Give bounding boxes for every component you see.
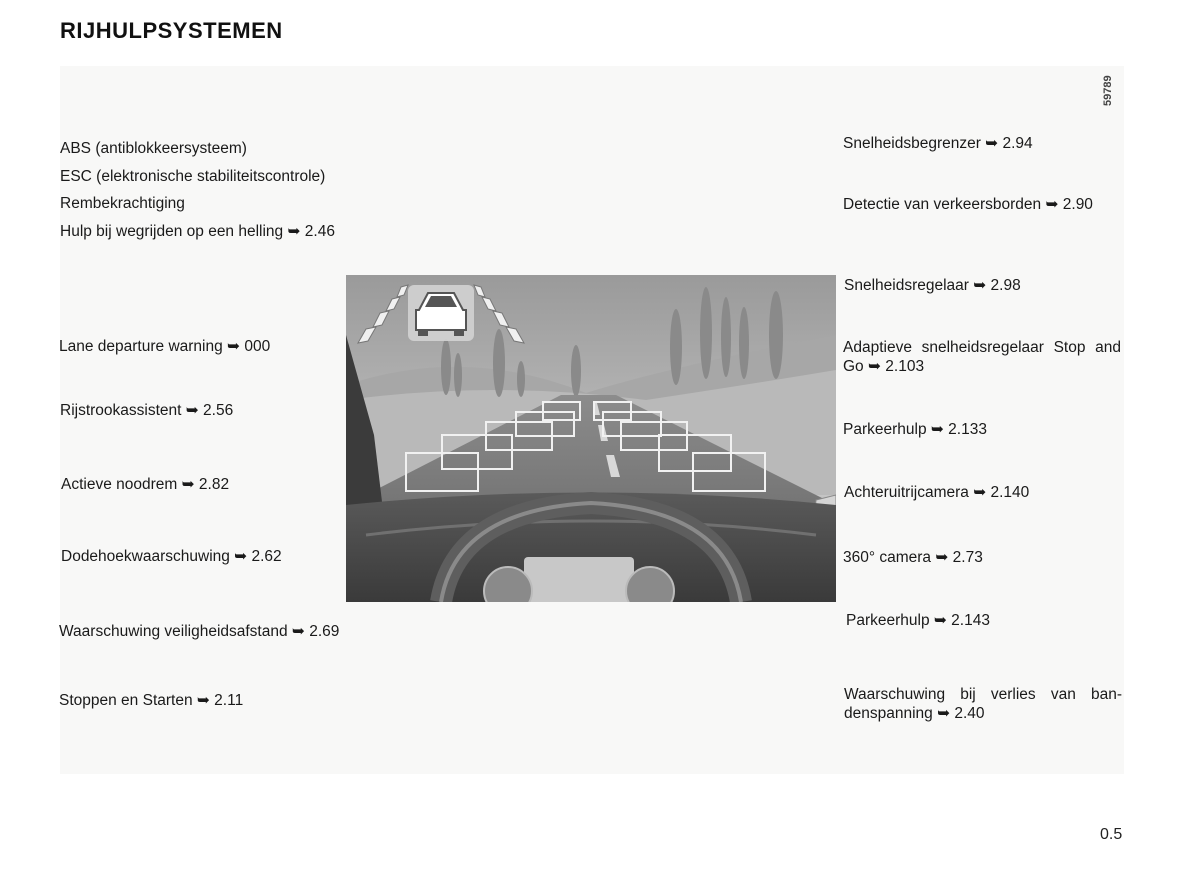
item-lane-keeping-assist: Rijstrookassistent ➥ 2.56 <box>60 402 234 419</box>
item-emergency-brake: Actieve noodrem ➥ 2.82 <box>61 476 230 493</box>
item-hill-start-assist: Hulp bij wegrijden op een helling ➥ 2.46 <box>60 223 335 240</box>
item-parking-assist-2: Parkeerhulp ➥ 2.143 <box>846 612 990 629</box>
item-safety-distance-warning: Waarschuwing veiligheidsafstand ➥ 2.69 <box>59 623 340 640</box>
item-speed-limiter: Snelheidsbegrenzer ➥ 2.94 <box>843 135 1033 152</box>
item-cruise-control: Snelheidsregelaar ➥ 2.98 <box>844 277 1021 294</box>
item-esc: ESC (elektronische stabiliteitscontrole) <box>60 168 326 185</box>
item-rear-camera: Achteruitrijcamera ➥ 2.140 <box>844 484 1030 501</box>
item-360-camera: 360° camera ➥ 2.73 <box>843 549 983 566</box>
car-icon <box>408 285 474 341</box>
item-stop-and-start: Stoppen en Starten ➥ 2.11 <box>59 692 244 709</box>
item-blind-spot-warning: Dodehoekwaarschuwing ➥ 2.62 <box>61 548 282 565</box>
item-lane-departure-warning: Lane departure warning ➥ 000 <box>59 338 271 355</box>
driver-view-illustration <box>346 275 836 602</box>
item-parking-assist-1: Parkeerhulp ➥ 2.133 <box>843 421 987 438</box>
item-abs: ABS (antiblokkeersysteem) <box>60 140 247 157</box>
item-traffic-sign-detection: Detectie van verkeersborden ➥ 2.90 <box>843 196 1093 213</box>
item-adaptive-cruise-control: Adaptieve snelheidsregelaar Stop and Go ➥ 2.103 <box>843 339 1121 375</box>
item-tyre-pressure-warning: Waarschuwing bij verlies van ban-denspanning ➥ 2.40 <box>844 686 1122 722</box>
figure-code-text: 59789 <box>1102 75 1114 106</box>
page-title: RIJHULPSYSTEMEN <box>60 18 283 43</box>
page-number: 0.5 <box>1100 826 1123 843</box>
driver-view-drawing <box>346 275 836 602</box>
item-rembekrachtiging: Rembekrachtiging <box>60 195 185 212</box>
figure-code <box>1102 70 1116 110</box>
